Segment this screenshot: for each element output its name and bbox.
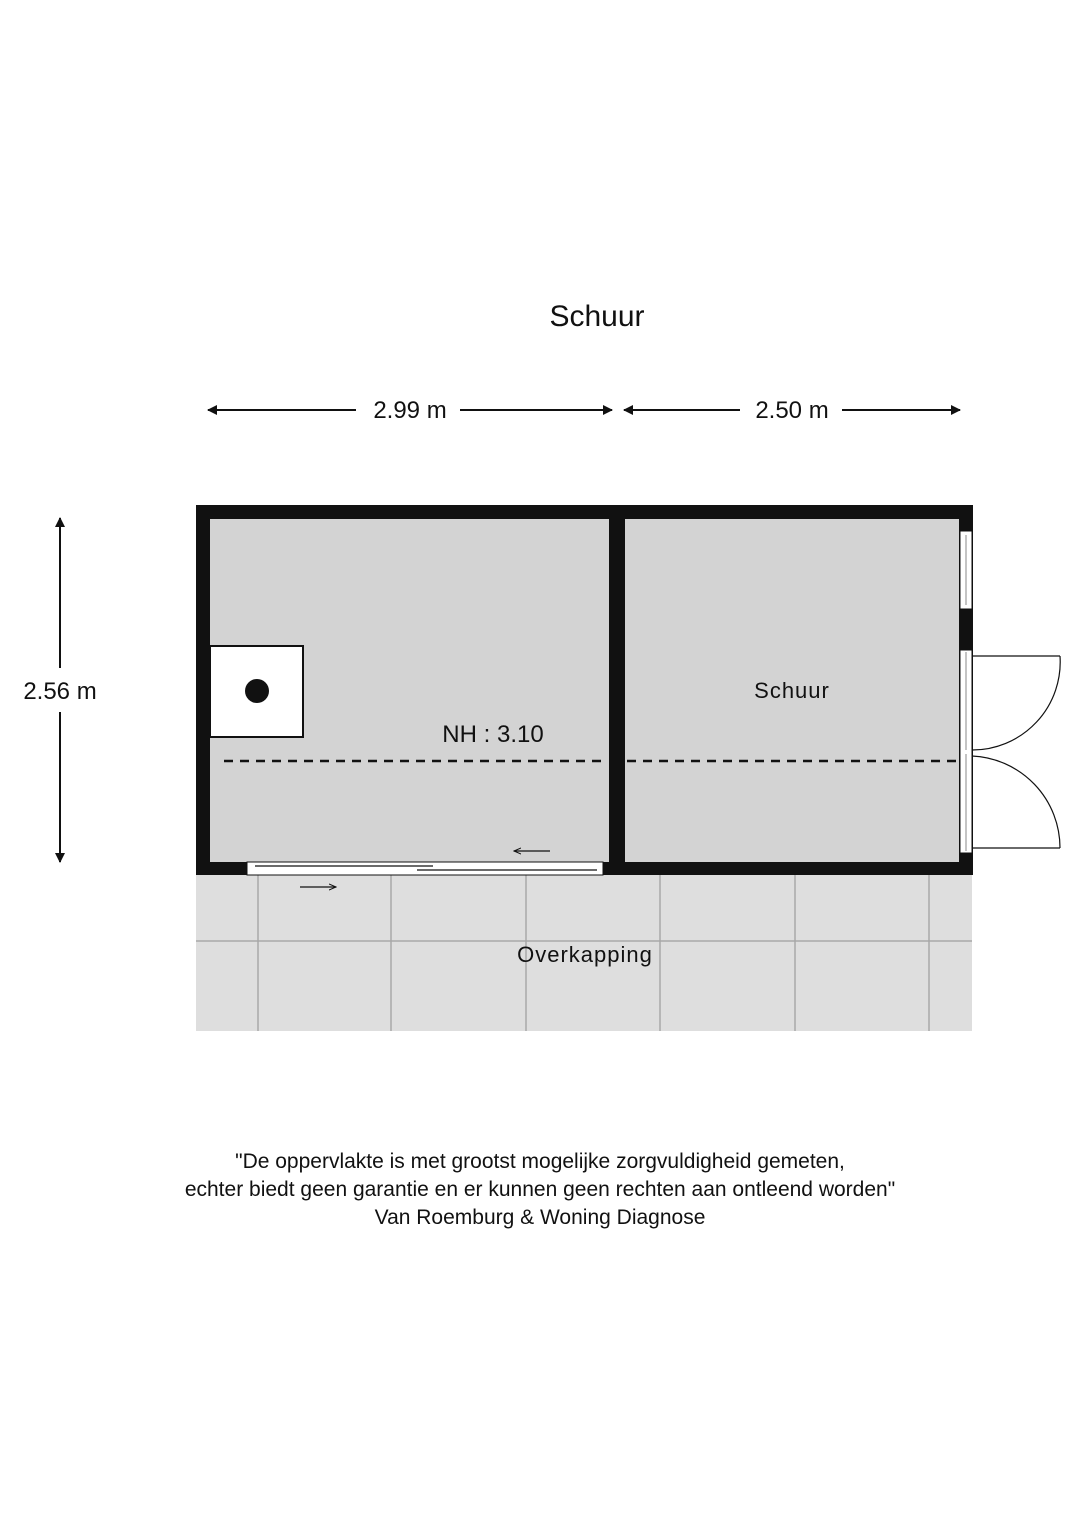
boiler-icon: [245, 679, 269, 703]
page-title: Schuur: [549, 300, 645, 333]
window: [960, 531, 972, 609]
dimension-width-right-label: 2.50 m: [755, 397, 829, 424]
disclaimer-line-1: "De oppervlakte is met grootst mogelijke zorgvuldigheid gemeten,: [235, 1150, 845, 1173]
dimension-width-right: [624, 397, 960, 424]
dimension-height-label: 2.56 m: [23, 678, 97, 705]
dimension-width-left: [208, 397, 612, 424]
storage-room-label: Schuur: [754, 678, 830, 703]
sliding-door-opening: [247, 862, 603, 875]
canopy-label: Overkapping: [517, 942, 653, 967]
canopy-area: [196, 874, 972, 1031]
door-swing-arc-lower: [972, 756, 1060, 848]
door-swing-icon: [960, 650, 1060, 853]
boiler-cabinet: [210, 646, 303, 737]
ceiling-height-label: NH : 3.10: [442, 721, 544, 748]
disclaimer: [0, 1148, 1080, 1232]
disclaimer-line-2: echter biedt geen garantie en er kunnen geen rechten aan ontleend worden": [184, 1178, 896, 1201]
door-swing-arc-upper: [972, 656, 1060, 750]
disclaimer-line-3: Van Roemburg & Woning Diagnose: [374, 1206, 706, 1229]
dimension-width-left-label: 2.99 m: [373, 397, 447, 424]
dimension-height: [23, 518, 96, 862]
